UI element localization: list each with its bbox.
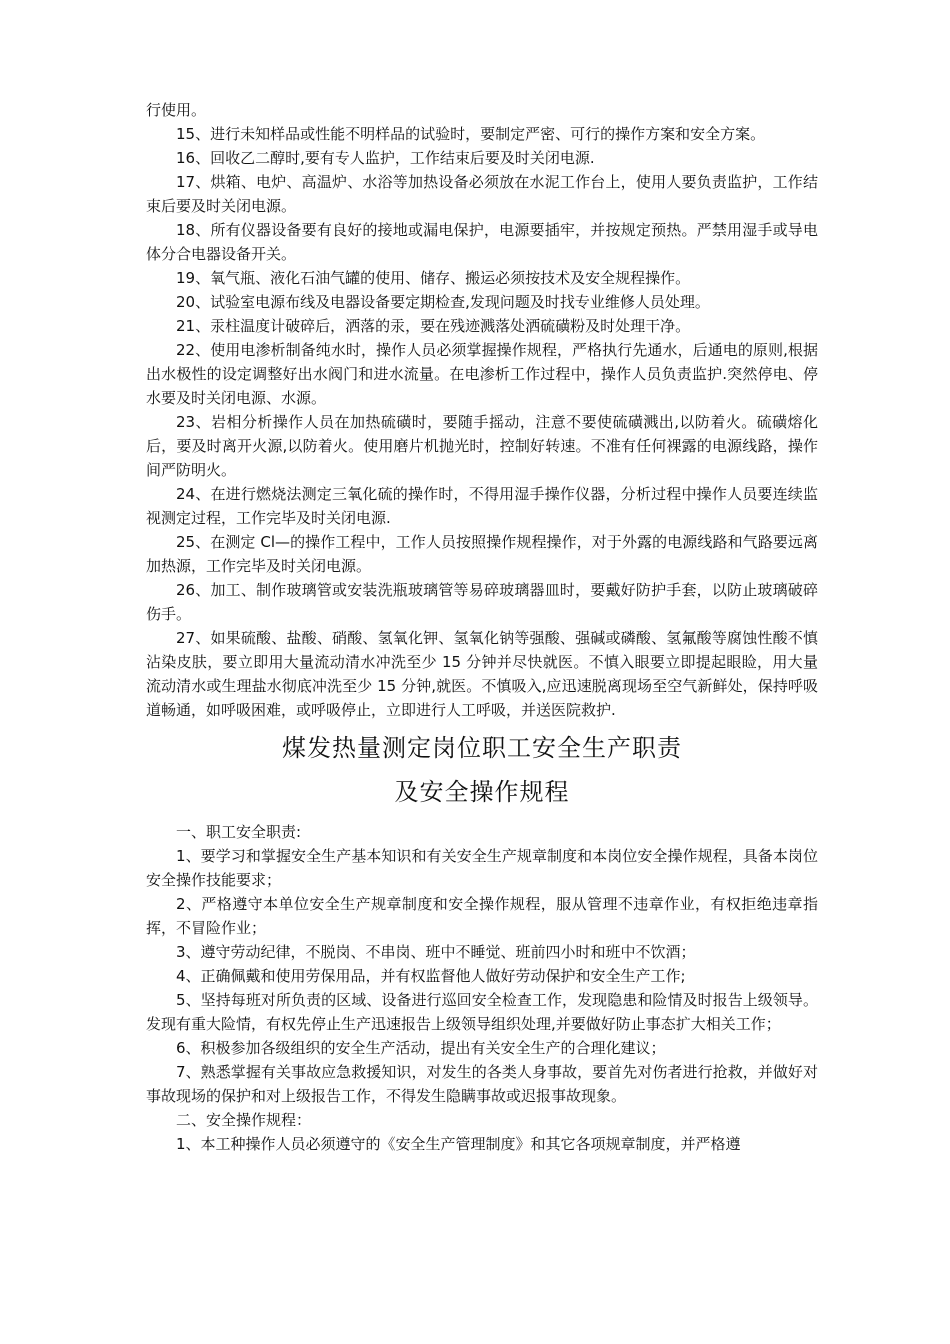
paragraph: 一、职工安全职责:	[176, 823, 302, 841]
paragraph: 26、加工、制作玻璃管或安装洗瓶玻璃管等易碎玻璃器皿时，要戴好防护手套，以防止玻璃破碎伤手。	[146, 581, 818, 623]
paragraph: 19、氧气瓶、液化石油气罐的使用、储存、搬运必须按技术及安全规程操作。	[176, 269, 691, 287]
paragraph: 16、回收乙二醇时,要有专人监护，工作结束后要及时关闭电源.	[176, 149, 595, 167]
section-title-line1: 煤发热量测定岗位职工安全生产职责	[282, 734, 682, 762]
paragraph: 18、所有仪器设备要有良好的接地或漏电保护，电源要插牢，并按规定预热。严禁用湿手或导电体分合电器设备开关。	[146, 221, 818, 263]
section-title	[146, 726, 818, 814]
paragraph: 25、在测定 Cl—的操作工程中，工作人员按照操作规程操作，对于外露的电源线路和气路要远离加热源，工作完毕及时关闭电源。	[146, 533, 818, 575]
section-title-line2: 及安全操作规程	[394, 778, 570, 806]
paragraph: 24、在进行燃烧法测定三氧化硫的操作时，不得用湿手操作仪器，分析过程中操作人员要连续监视测定过程，工作完毕及时关闭电源.	[146, 485, 818, 527]
paragraph: 22、使用电渗析制备纯水时，操作人员必须掌握操作规程，严格执行先通水，后通电的原则,根据出水极性的设定调整好出水阀门和进水流量。在电渗析工作过程中，操作人员负责监护.突然停电、停水要及时关闭电源、水源。	[146, 341, 818, 407]
paragraph: 6、积极参加各级组织的安全生产活动，提出有关安全生产的合理化建议；	[176, 1039, 666, 1057]
paragraph: 17、烘箱、电炉、高温炉、水浴等加热设备必须放在水泥工作台上，使用人要负责监护，工作结束后要及时关闭电源。	[146, 173, 818, 215]
paragraph: 1、本工种操作人员必须遵守的《安全生产管理制度》和其它各项规章制度，并严格遵	[176, 1135, 741, 1153]
paragraph: 4、正确佩戴和使用劳保用品，并有权监督他人做好劳动保护和安全生产工作;	[176, 967, 686, 985]
paragraph: 21、汞柱温度计破碎后，洒落的汞，要在残迹溅落处洒硫磺粉及时处理干净。	[176, 317, 691, 335]
paragraph: 2、严格遵守本单位安全生产规章制度和安全操作规程，服从管理不违章作业，有权拒绝违章指挥，不冒险作业；	[146, 895, 818, 937]
paragraph: 1、要学习和掌握安全生产基本知识和有关安全生产规章制度和本岗位安全操作规程，具备本岗位安全操作技能要求；	[146, 847, 818, 889]
paragraph: 7、熟悉掌握有关事故应急救援知识，对发生的各类人身事故，要首先对伤者进行抢救，并做好对事故现场的保护和对上级报告工作，不得发生隐瞒事故或迟报事故现象。	[146, 1063, 818, 1105]
paragraph: 3、遵守劳动纪律，不脱岗、不串岗、班中不睡觉、班前四小时和班中不饮酒；	[176, 943, 696, 961]
paragraph: 23、岩相分析操作人员在加热硫磺时，要随手摇动，注意不要使硫磺溅出,以防着火。硫磺熔化后，要及时离开火源,以防着火。使用磨片机抛光时，控制好转速。不准有任何裸露的电源线路，操作间严防明火。	[146, 413, 818, 479]
paragraphs-bottom	[146, 820, 818, 1156]
paragraph: 27、如果硫酸、盐酸、硝酸、氢氧化钾、氢氧化钠等强酸、强碱或磷酸、氢氟酸等腐蚀性酸不慎沾染皮肤，要立即用大量流动清水冲洗至少 15 分钟并尽快就医。不慎入眼要立即提起眼睑，用大量流动清水或生理盐水彻底冲洗至少 15 分钟,就医。不慎吸入,应迅速脱离现场至空气新鲜处，保持呼吸道畅通，如呼吸困难，或呼吸停止，立即进行人工呼吸，并送医院救护.	[146, 629, 818, 719]
paragraph: 20、试验室电源布线及电器设备要定期检查,发现问题及时找专业维修人员处理。	[176, 293, 710, 311]
paragraphs-top	[146, 98, 818, 722]
paragraph: 行使用。	[146, 101, 207, 119]
paragraph: 15、进行未知样品或性能不明样品的试验时，要制定严密、可行的操作方案和安全方案。	[176, 125, 766, 143]
paragraph: 二、安全操作规程：	[176, 1111, 312, 1129]
document-body	[146, 98, 818, 1156]
paragraph: 5、坚持每班对所负责的区域、设备进行巡回安全检查工作，发现隐患和险情及时报告上级领导。发现有重大险情，有权先停止生产迅速报告上级领导组织处理,并要做好防止事态扩大相关工作；	[146, 991, 818, 1033]
